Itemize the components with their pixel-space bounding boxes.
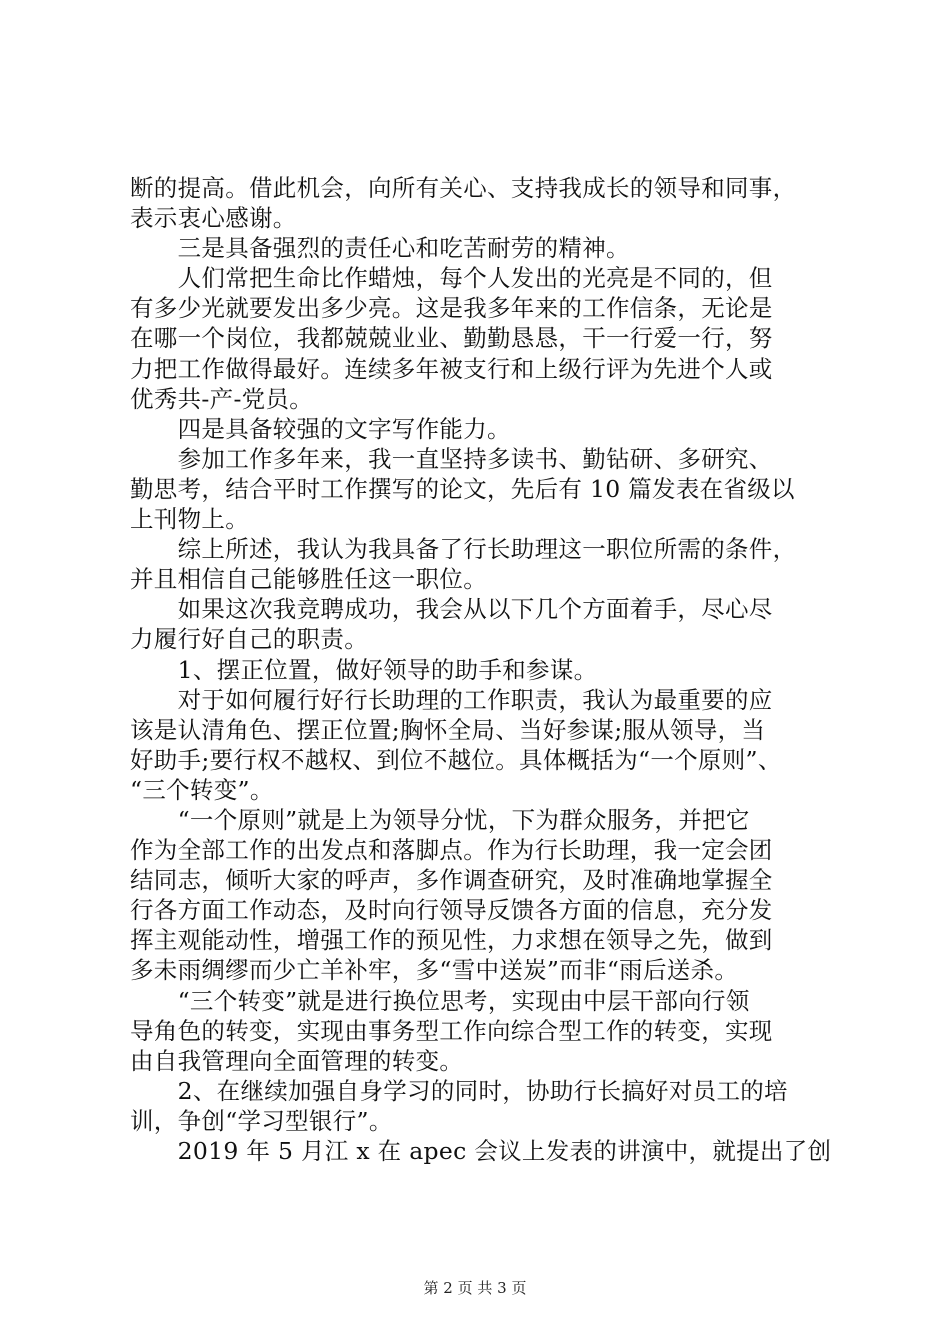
text-line: 该是认清角色、摆正位置;胸怀全局、当好参谋;服从领导，当 [130, 715, 766, 744]
text-line: “三个转变”。 [130, 775, 274, 804]
text-line: 表示衷心感谢。 [130, 204, 297, 233]
text-line: 综上所述，我认为我具备了行长助理这一职位所需的条件， [130, 535, 797, 564]
text-line: 优秀共-产-党员。 [130, 384, 314, 413]
text-line: 好助手;要行权不越权、到位不越位。具体概括为“一个原则”、 [130, 745, 782, 774]
text-line: 参加工作多年来，我一直坚持多读书、勤钻研、多研究、 [130, 444, 773, 473]
text-line: 挥主观能动性，增强工作的预见性，力求想在领导之先，做到 [130, 926, 773, 955]
text-line: 行各方面工作动态，及时向行领导反馈各方面的信息，充分发 [130, 896, 773, 925]
text-line: 有多少光就要发出多少亮。这是我多年来的工作信条，无论是 [130, 294, 773, 323]
text-line: 多未雨绸缪而少亡羊补牢，多“雪中送炭”而非“雨后送杀。 [130, 956, 739, 985]
text-line: 人们常把生命比作蜡烛，每个人发出的光亮是不同的，但 [130, 264, 773, 293]
text-line: 2019 年 5 月江 x 在 apec 会议上发表的讲演中，就提出了创 [130, 1137, 832, 1165]
text-line: “三个转变”就是进行换位思考，实现由中层干部向行领 [130, 986, 750, 1015]
text-line: 由自我管理向全面管理的转变。 [130, 1046, 464, 1075]
text-line: 对于如何履行好行长助理的工作职责，我认为最重要的应 [130, 685, 773, 714]
text-line: 勤思考，结合平时工作撰写的论文，先后有 10 篇发表在省级以 [130, 474, 795, 503]
text-line: 训，争创“学习型银行”。 [130, 1106, 393, 1135]
text-line: 力履行好自己的职责。 [130, 625, 368, 654]
text-line: 1、摆正位置，做好领导的助手和参谋。 [130, 655, 598, 684]
text-line: “一个原则”就是上为领导分忧，下为群众服务，并把它 [130, 805, 750, 834]
text-line: 上刊物上。 [130, 505, 249, 534]
text-line: 三是具备强烈的责任心和吃苦耐劳的精神。 [130, 234, 630, 263]
text-line: 如果这次我竞聘成功，我会从以下几个方面着手，尽心尽 [130, 595, 773, 624]
page-footer: 第 2 页 共 3 页 [423, 1279, 527, 1297]
text-line: 四是具备较强的文字写作能力。 [130, 414, 511, 443]
text-line: 力把工作做得最好。连续多年被支行和上级行评为先进个人或 [130, 354, 773, 383]
text-line: 结同志，倾听大家的呼声，多作调查研究，及时准确地掌握全 [130, 866, 773, 895]
text-line: 并且相信自己能够胜任这一职位。 [130, 565, 487, 594]
text-line: 断的提高。借此机会，向所有关心、支持我成长的领导和同事， [130, 174, 797, 202]
text-line: 作为全部工作的出发点和落脚点。作为行长助理，我一定会团 [130, 836, 773, 865]
body-text [130, 173, 832, 1166]
text-line: 在哪一个岗位，我都兢兢业业、勤勤恳恳，干一行爱一行，努 [130, 324, 773, 353]
text-line: 2、在继续加强自身学习的同时，协助行长搞好对员工的培 [130, 1076, 788, 1105]
text-line: 导角色的转变，实现由事务型工作向综合型工作的转变，实现 [130, 1016, 773, 1045]
